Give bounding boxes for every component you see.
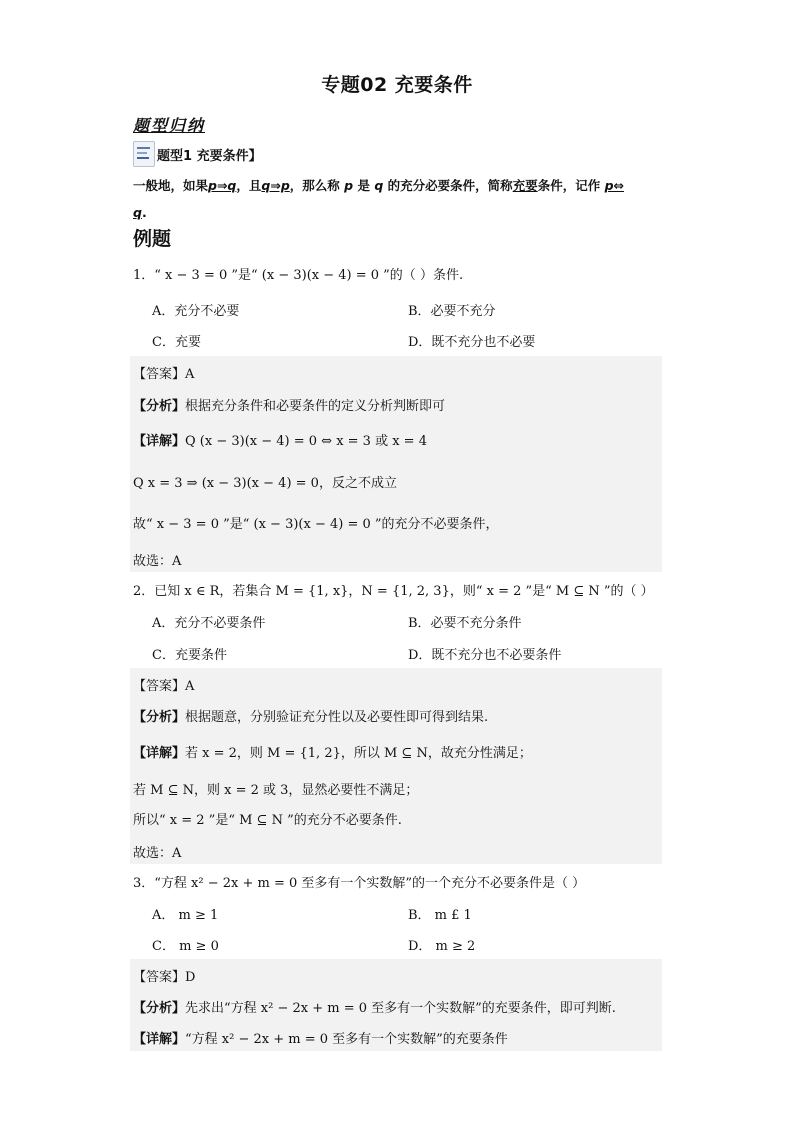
answer-block xyxy=(130,356,662,572)
analysis-line xyxy=(133,706,488,725)
option-b: B．必要不充分条件 xyxy=(408,616,522,631)
detail-text: Q (x − 3)(x − 4) = 0 ⇔ x = 3 或 x = 4 xyxy=(185,434,427,449)
detail-line xyxy=(133,430,427,449)
definition-text: . xyxy=(141,205,147,220)
option-c: C．充要条件 xyxy=(152,648,227,663)
section-heading: 题型归纳 xyxy=(133,116,206,135)
definition-variable: q xyxy=(374,178,384,193)
analysis-line xyxy=(133,997,616,1016)
option-c: C． m ≥ 0 xyxy=(152,939,219,954)
analysis-line xyxy=(133,395,445,414)
definition-variable: p xyxy=(344,178,354,193)
option-a: A． m ≥ 1 xyxy=(152,908,219,923)
question-type-label: 题型1 充要条件】 xyxy=(157,148,262,164)
analysis-label: 【分析】 xyxy=(133,710,186,725)
question-type-row xyxy=(133,141,262,167)
definition-symbol: q xyxy=(133,205,142,220)
question-stem: 3．“方程 x² − 2x + m = 0 至多有一个实数解”的一个充分不必要条件是（ ） xyxy=(133,876,586,891)
analysis-label: 【分析】 xyxy=(133,399,186,414)
question-stem: 2．已知 x ∈ R，若集合 M = {1, x}，N = {1, 2, 3}，则“ x = 2 ”是“ M ⊆ N ”的（ ） xyxy=(133,584,654,599)
detail-line xyxy=(133,1028,508,1047)
definition-symbol: p⇒q xyxy=(208,178,237,193)
detail-text: 若 x = 2，则 M = {1, 2}，所以 M ⊆ N，故充分性满足； xyxy=(185,746,532,761)
answer-line: 【答案】A xyxy=(133,367,195,382)
option-a: A．充分不必要 xyxy=(152,304,240,319)
detail-line: 故选：A xyxy=(133,846,182,861)
detail-line: 所以“ x = 2 ”是“ M ⊆ N ”的充分不必要条件. xyxy=(133,813,402,828)
option-d: D． m ≥ 2 xyxy=(408,939,476,954)
analysis-text: 先求出“方程 x² − 2x + m = 0 至多有一个实数解”的充要条件，即可判断. xyxy=(185,1001,616,1016)
detail-line xyxy=(133,742,532,761)
option-b: B． m £ 1 xyxy=(408,908,472,923)
option-a: A．充分不必要条件 xyxy=(152,616,266,631)
detail-line: 故“ x − 3 = 0 ”是“ (x − 3)(x − 4) = 0 ”的充分不必要条件， xyxy=(133,517,499,532)
analysis-text: 根据充分条件和必要条件的定义分析判断即可 xyxy=(185,399,446,414)
analysis-label: 【分析】 xyxy=(133,1001,186,1016)
analysis-text: 根据题意，分别验证充分性以及必要性即可得到结果. xyxy=(185,710,489,725)
detail-text: “方程 x² − 2x + m = 0 至多有一个实数解”的充要条件 xyxy=(185,1032,508,1047)
definition-text: ，那么称 xyxy=(289,178,340,193)
option-b: B．必要不充分 xyxy=(408,304,496,319)
definition-text: 是 xyxy=(357,178,370,193)
detail-label: 【详解】 xyxy=(133,434,186,449)
detail-line: 若 M ⊆ N，则 x = 2 或 3，显然必要性不满足； xyxy=(133,783,419,798)
answer-block xyxy=(130,668,662,864)
definition-underlined: 充要 xyxy=(512,178,538,193)
answer-line: 【答案】A xyxy=(133,679,195,694)
question-stem: 1．“ x − 3 = 0 ”是“ (x − 3)(x − 4) = 0 ”的（ ）条件. xyxy=(133,268,464,283)
detail-line: 故选：A xyxy=(133,554,182,569)
detail-label: 【详解】 xyxy=(133,1032,186,1047)
definition-text: 条件，记作 xyxy=(537,178,601,193)
definition-symbol: q⇒p xyxy=(261,178,290,193)
definition-text: 一般地，如果 xyxy=(133,178,209,193)
page-title: 专题02 充要条件 xyxy=(321,74,473,96)
detail-label: 【详解】 xyxy=(133,746,186,761)
option-d: D．既不充分也不必要 xyxy=(408,335,536,350)
definition-text: ，且 xyxy=(236,178,262,193)
detail-line: Q x = 3 ⇒ (x − 3)(x − 4) = 0，反之不成立 xyxy=(133,476,397,491)
definition-symbol: p⇔ xyxy=(604,178,624,193)
option-c: C．充要 xyxy=(152,335,201,350)
answer-line: 【答案】D xyxy=(133,970,196,985)
definition-text: 的充分必要条件，简称 xyxy=(387,178,513,193)
definition-paragraph xyxy=(133,172,663,226)
option-d: D．既不充分也不必要条件 xyxy=(408,648,562,663)
example-heading: 例题 xyxy=(133,228,172,250)
document-list-icon xyxy=(133,141,155,167)
